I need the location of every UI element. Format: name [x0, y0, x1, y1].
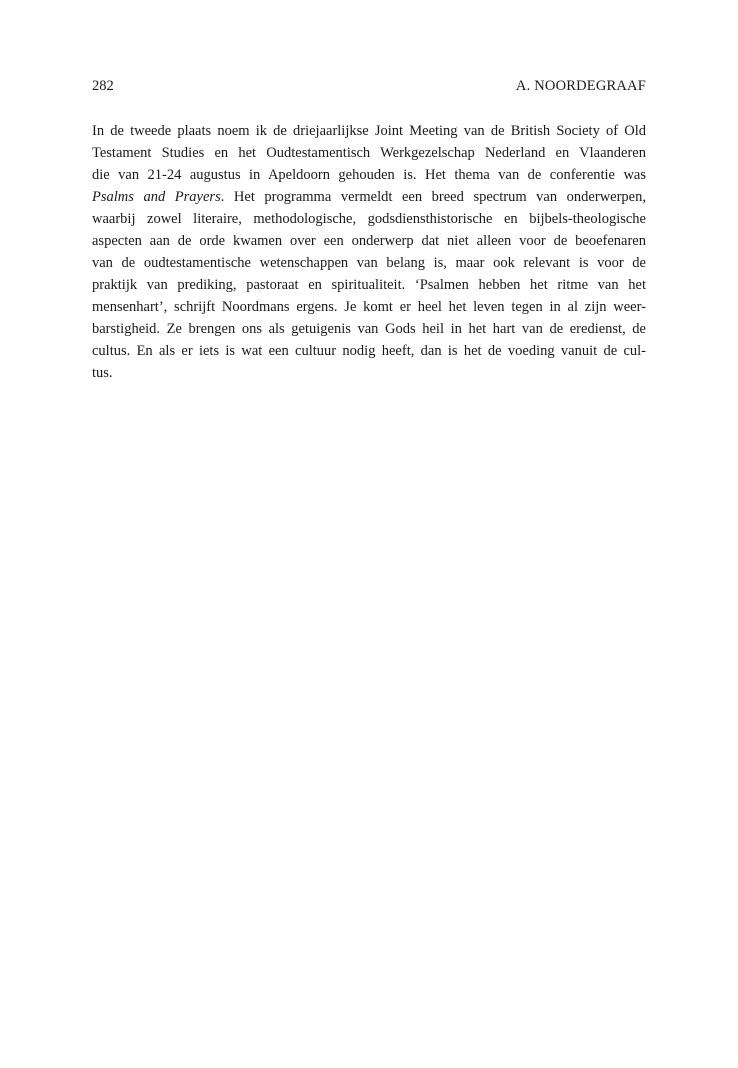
text-line: waarbij zowel literaire, methodologische, godsdiensthistorische en bijbels-theologische: [92, 211, 646, 227]
text-line-with-title: [92, 186, 646, 208]
text-line: In de tweede plaats noem ik de driejaarlijkse Joint Meeting van de British Society of Old: [92, 123, 646, 139]
text-line-final: tus.: [92, 365, 113, 381]
text-line: mensenhart’, schrijft Noordmans ergens. Je komt er heel het leven tegen in al zijn weer-: [92, 299, 646, 315]
text-line: aspecten aan de orde kwamen over een onderwerp dat niet alleen voor de beoefenaren: [92, 233, 646, 249]
text-line-continuation: . Het programma vermeldt een breed spectrum van onderwerpen,: [220, 189, 646, 205]
running-head: [92, 78, 646, 100]
italic-conference-title: Psalms and Prayers: [92, 189, 221, 205]
page-number: 282: [92, 78, 114, 94]
running-head-author: A. NOORDEGRAAF: [515, 78, 646, 94]
text-line: praktijk van prediking, pastoraat en spiritualiteit. ‘Psalmen hebben het ritme van het: [92, 277, 646, 293]
text-line: van de oudtestamentische wetenschappen van belang is, maar ook relevant is voor de: [92, 255, 646, 271]
text-line: cultus. En als er iets is wat een cultuur nodig heeft, dan is het de voeding vanuit de cul-: [92, 343, 646, 359]
text-line: barstigheid. Ze brengen ons als getuigenis van Gods heil in het hart van de eredienst, de: [92, 321, 646, 337]
body-paragraph: [92, 120, 646, 384]
text-line: Testament Studies en het Oudtestamentisch Werkgezelschap Nederland en Vlaanderen: [92, 145, 646, 161]
text-line: die van 21-24 augustus in Apeldoorn gehouden is. Het thema van de conferentie was: [92, 167, 646, 183]
